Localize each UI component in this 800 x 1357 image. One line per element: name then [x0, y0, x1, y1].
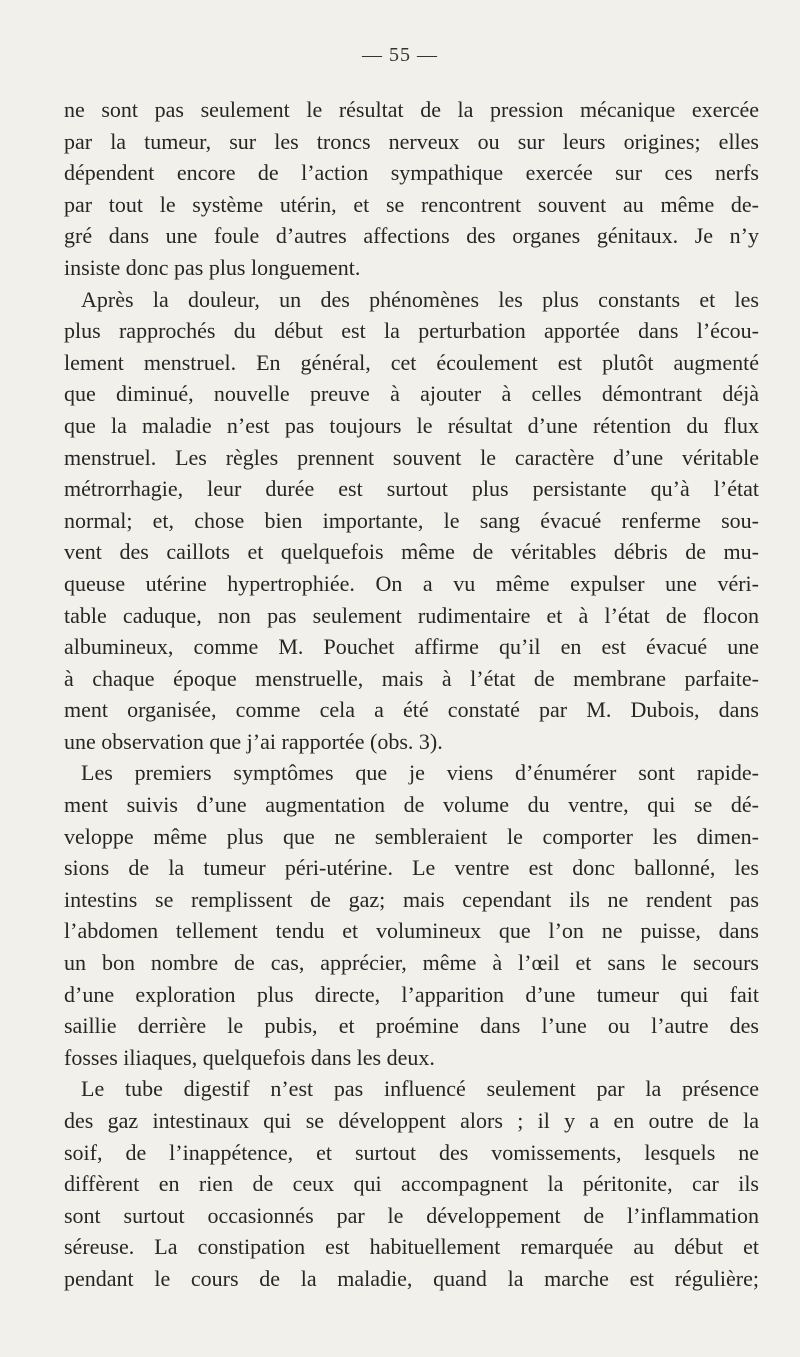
- text-line: à chaque époque menstruelle, mais à l’état de membrane parfaite-: [64, 665, 759, 691]
- text-line: intestins se remplissent de gaz; mais cependant ils ne rendent pas: [64, 886, 759, 912]
- body-text: [64, 94, 759, 1295]
- text-line: que diminué, nouvelle preuve à ajouter à celles démontrant déjà: [64, 381, 759, 407]
- text-line: ne sont pas seulement le résultat de la pression mécanique exercée: [64, 97, 759, 122]
- text-line: diffèrent en rien de ceux qui accompagnent la péritonite, car ils: [64, 1171, 759, 1197]
- text-line: sions de la tumeur péri-utérine. Le ventre est donc ballonné, les: [64, 855, 759, 881]
- page-number: — 55 —: [362, 44, 438, 66]
- text-line: menstruel. Les règles prennent souvent le caractère d’une véritable: [64, 444, 759, 470]
- text-line: Le tube digestif n’est pas influencé seulement par la présence: [81, 1076, 759, 1102]
- text-line: métrorrhagie, leur durée est surtout plus persistante qu’à l’état: [64, 476, 759, 502]
- text-line: par tout le système utérin, et se rencontrent souvent au même de-: [64, 191, 759, 217]
- text-line: par la tumeur, sur les troncs nerveux ou sur leurs origines; elles: [64, 128, 759, 154]
- text-line: veloppe même plus que ne sembleraient le comporter les dimen-: [64, 823, 759, 849]
- text-line: queuse utérine hypertrophiée. On a vu même expulser une véri-: [64, 570, 759, 596]
- text-line: ment organisée, comme cela a été constaté par M. Dubois, dans: [64, 697, 759, 723]
- text-line: Après la douleur, un des phénomènes les plus constants et les: [81, 286, 759, 312]
- text-line: dépendent encore de l’action sympathique exercée sur ces nerfs: [64, 160, 759, 186]
- text-line: sont surtout occasionnés par le développement de l’inflammation: [64, 1202, 759, 1228]
- text-line: fosses iliaques, quelquefois dans les deux.: [64, 1044, 435, 1070]
- text-line: plus rapprochés du début est la perturbation apportée dans l’écou-: [64, 318, 759, 344]
- text-line: Les premiers symptômes que je viens d’énumérer sont rapide-: [81, 760, 759, 786]
- text-line: lement menstruel. En général, cet écoulement est plutôt augmenté: [64, 349, 759, 375]
- text-line: des gaz intestinaux qui se développent alors ; il y a en outre de la: [64, 1108, 759, 1133]
- text-line: saillie derrière le pubis, et proémine dans l’une ou l’autre des: [64, 1013, 759, 1039]
- text-line: soif, de l’inappétence, et surtout des vomissements, lesquels ne: [64, 1139, 759, 1165]
- text-line: table caduque, non pas seulement rudimentaire et à l’état de flocon: [64, 602, 759, 628]
- text-line: un bon nombre de cas, apprécier, même à l’œil et sans le secours: [64, 950, 759, 976]
- text-line: normal; et, chose bien importante, le sang évacué renferme sou-: [64, 507, 759, 533]
- text-line: une observation que j’ai rapportée (obs. 3).: [64, 728, 443, 754]
- text-line: vent des caillots et quelquefois même de véritables débris de mu-: [64, 539, 759, 565]
- text-line: séreuse. La constipation est habituellement remarquée au début et: [64, 1234, 759, 1260]
- text-line: albumineux, comme M. Pouchet affirme qu’il en est évacué une: [64, 634, 759, 660]
- text-line: insiste donc pas plus longuement.: [64, 254, 361, 280]
- text-line: pendant le cours de la maladie, quand la marche est régulière;: [64, 1265, 759, 1291]
- text-line: que la maladie n’est pas toujours le résultat d’une rétention du flux: [64, 412, 759, 438]
- text-line: ment suivis d’une augmentation de volume du ventre, qui se dé-: [64, 792, 759, 818]
- text-line: gré dans une foule d’autres affections des organes génitaux. Je n’y: [64, 223, 759, 249]
- text-line: d’une exploration plus directe, l’apparition d’une tumeur qui fait: [64, 981, 759, 1007]
- text-line: l’abdomen tellement tendu et volumineux que l’on ne puisse, dans: [64, 918, 759, 944]
